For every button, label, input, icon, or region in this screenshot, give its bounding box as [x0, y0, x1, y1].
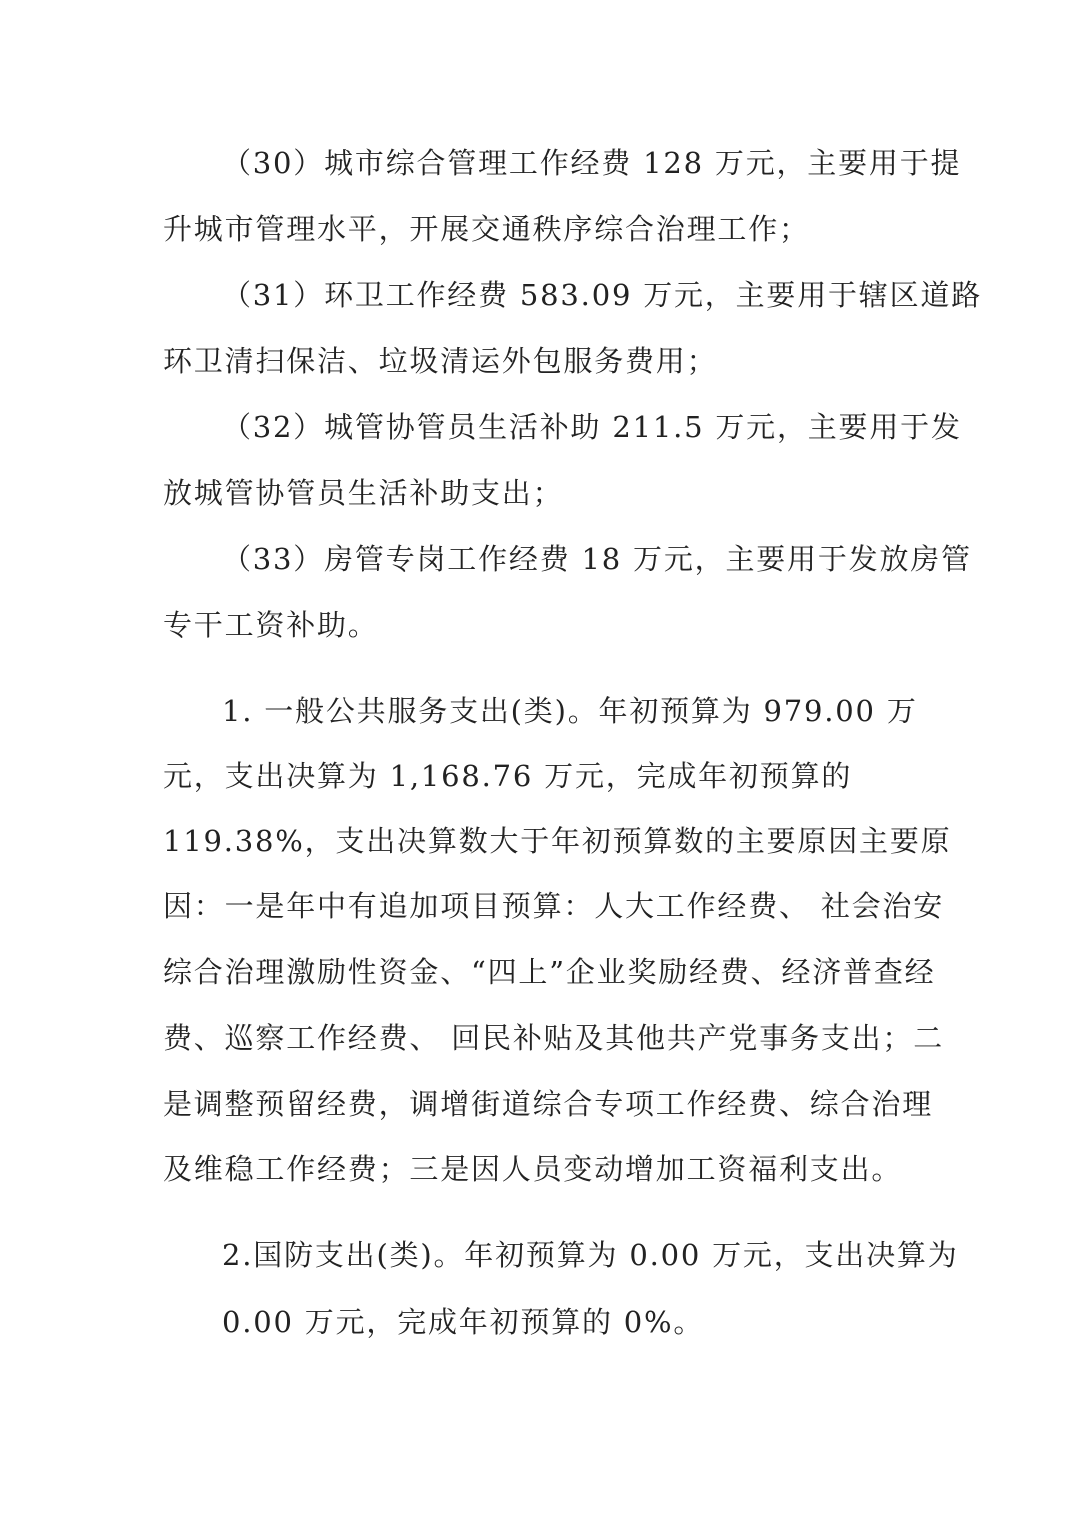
paragraph-33-line-2: 专干工资补助。 — [163, 608, 379, 642]
section-1-line-6: 费、巡察工作经费、 回民补贴及其他共产党事务支出；二 — [163, 1021, 945, 1055]
paragraph-30-line-1: （30）城市综合管理工作经费 128 万元，主要用于提 — [222, 146, 962, 180]
paragraph-30-line-2: 升城市管理水平，开展交通秩序综合治理工作； — [163, 212, 810, 246]
section-2-line-2: 0.00 万元，完成年初预算的 0%。 — [222, 1305, 705, 1339]
section-1-line-4: 因：一是年中有追加项目预算：人大工作经费、 社会治安 — [163, 889, 945, 923]
section-1-line-3: 119.38%，支出决算数大于年初预算数的主要原因主要原 — [163, 824, 952, 858]
paragraph-31-line-1: （31）环卫工作经费 583.09 万元，主要用于辖区道路 — [222, 278, 983, 312]
section-2-line-1: 2.国防支出(类)。年初预算为 0.00 万元，支出决算为 — [222, 1238, 959, 1272]
section-1-line-7: 是调整预留经费，调增街道综合专项工作经费、综合治理 — [163, 1087, 934, 1121]
section-1-line-1: 1. 一般公共服务支出(类)。年初预算为 979.00 万 — [222, 694, 918, 728]
section-1-line-5: 综合治理激励性资金、“四上”企业奖励经费、经济普查经 — [163, 955, 936, 989]
paragraph-31-line-2: 环卫清扫保洁、垃圾清运外包服务费用； — [163, 344, 718, 378]
section-1-line-2: 元，支出决算为 1,168.76 万元，完成年初预算的 — [163, 759, 853, 793]
paragraph-32-line-2: 放城管协管员生活补助支出； — [163, 476, 564, 510]
paragraph-33-line-1: （33）房管专岗工作经费 18 万元，主要用于发放房管 — [222, 542, 972, 576]
paragraph-32-line-1: （32）城管协管员生活补助 211.5 万元，主要用于发 — [222, 410, 962, 444]
section-1-line-8: 及维稳工作经费；三是因人员变动增加工资福利支出。 — [163, 1152, 903, 1186]
